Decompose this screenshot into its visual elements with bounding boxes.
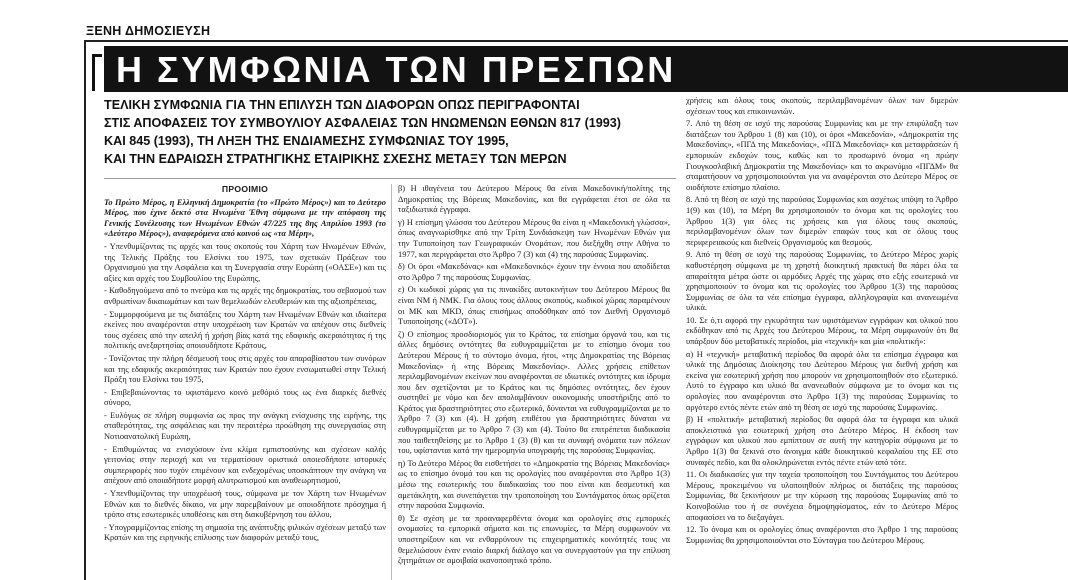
- recital-paragraph: - Τονίζοντας την πλήρη δέσμευσή τους στις αρχές του απαραβίαστου των συνόρων και της εδαφικής ακεραιότητας των Κρατών που έχουν ενσωματωθεί στην Τελική Πράξη του Ελσίνκι του 1975,: [104, 353, 386, 385]
- body-paragraph: χρήσεις και όλους τους σκοπούς, περιλαμβανομένων όλων των διμερών σχέσεων τους και επικοινωνιών.: [686, 96, 958, 116]
- text-column-2: [398, 184, 670, 580]
- column-heading: ΠΡΟΟΙΜΙΟ: [221, 184, 269, 194]
- recital-paragraph: - Υπογραμμίζοντας επίσης τη σημασία της ανάπτυξης φιλικών σχέσεων μεταξύ των Κρατών και της ειρηνικής επίλυσης των διαφορών μεταξύ τους,: [104, 522, 386, 543]
- body-paragraph: 9. Από τη θέση σε ισχύ της παρούσας Συμφωνίας, το Δεύτερο Μέρος χωρίς καθυστέρηση σύμφωνα με τη χρηστή διοικητική πρακτική θα πάρει όλα τα απαραίτητα μέτρα ώστε οι αρμόδιες Αρχές της χώρας στο εξής εσωτερικά να χρησιμοποιούν το όνομα και τις ορολογίες του Άρθρου 1(3) της παρούσας Συμφωνίας σε όλα τα νέα επίσημα έγγραφα, αλληλογραφία και ανανεωμένα υλικά.: [686, 250, 958, 313]
- body-paragraph: η) Το Δεύτερο Μέρος θα εισθετήσει το «Δημοκρατία της Βόρειας Μακεδονίας» ως το επίσημο όνομά του και τις ορολογίες που αναφέρονται στο Άρθρο 1(3) μέσω της εσωτερικής του διαδικασίας του που είναι και δεσμευτική και αμετάκλητη, και συνεπάγεται την τροποποίηση του Συντάγματος όπως ορίζεται στην παρούσα Συμφωνία.: [398, 458, 670, 511]
- subtitle-line: ΣΤΙΣ ΑΠΟΦΑΣΕΙΣ ΤΟΥ ΣΥΜΒΟΥΛΙΟΥ ΑΣΦΑΛΕΙΑΣ ΤΩΝ ΗΝΩΜΕΝΩΝ ΕΘΝΩΝ 817 (1993): [104, 116, 621, 130]
- column-divider: [391, 184, 392, 580]
- page-title: Η ΣΥΜΦΩΝΙΑ ΤΩΝ ΠΡΕΣΠΩΝ: [116, 49, 676, 90]
- side-rule: [84, 40, 86, 580]
- recital-paragraph: - Υπενθυμίζοντας τις αρχές και τους σκοπούς του Χάρτη των Ηνωμένων Εθνών, της Τελικής Πράξης του Ελσίνκι του 1975, των σχετικών Πράξεων του Οργανισμού για την Ασφάλεια και τη Συνεργασία στην Ευρώπη («ΟΑΣΕ») και τις αξίες και αρχές του Συμβουλίου της Ευρώπης,: [104, 241, 386, 283]
- top-rule: [84, 40, 1068, 42]
- body-paragraph: 7. Από τη θέση σε ισχύ της παρούσας Συμφωνίας και με την επιφύλαξη των διατάξεων του Άρθρου 1 (8) και (10), οι όροι «Μακεδονία», «Δημοκρατία της Μακεδονίας», «ΠΓΔ της Μακεδονίας», «ΠΓΔ Μακεδονίας» και μεταφράσεών ή εμπορικών εκδοχών τους, καθώς και το προσωρινό όνομα «η πρώην Γιουγκοσλαβική Δημοκρατία της Μακεδονίας» και το ακρωνύμιο «ΠΓΔΜ» θα σταματήσουν να χρησιμοποιούνται για να αναφέρονται στο Δεύτερο Μέρος σε οιοδήποτε επίσημο πλαίσιο.: [686, 119, 958, 192]
- text-column-1: [104, 184, 386, 580]
- body-paragraph: γ) Η επίσημη γλώσσα του Δεύτερου Μέρους θα είναι η «Μακεδονική γλώσσα», όπως αναγνωρίσθηκε από την Τρίτη Συνδιάσκεψη των Ηνωμένων Εθνών για την Τυποποίηση των Γεωγραφικών Ονομάτων, που διεξήχθη στην Αθήνα το 1977, και περιγράφεται στο Άρθρο 7 (3) και (4) της παρούσας Συμφωνίας.: [398, 217, 670, 259]
- subtitle-rule: [104, 178, 676, 179]
- body-paragraph: 10. Σε ό,τι αφορά την εγκυρότητα των υφιστάμενων εγγράφων και υλικού που εκδόθηκαν από τις Αρχές του Δεύτερου Μέρους, τα Μέρη συμφωνούν ότι θα υπάρξουν δύο μεταβατικές περίοδοι, μία «τεχνική» και μία «πολιτική»:: [686, 315, 958, 347]
- subtitle-line: ΤΕΛΙΚΗ ΣΥΜΦΩΝΙΑ ΓΙΑ ΤΗΝ ΕΠΙΛΥΣΗ ΤΩΝ ΔΙΑΦΟΡΩΝ ΟΠΩΣ ΠΕΡΙΓΡΑΦΟΝΤΑΙ: [104, 98, 580, 112]
- body-paragraph: ε) Οι κωδικοί χώρας για τις πινακίδες αυτοκινήτων του Δεύτερου Μέρους θα είναι NM ή NMK. Για όλους τους άλλους σκοπούς, κωδικοί χώρας παραμένουν οι MK και MKD, όπως επισήμως αποδόθηκαν από τον Διεθνή Οργανισμό Τυποποίησης («ΔΟΤ»).: [398, 285, 670, 327]
- recital-paragraph: - Επιθυμώντας να ενισχύσουν ένα κλίμα εμπιστοσύνης και σχέσεων καλής γειτονίας στην περιοχή και να τερματίσουν οριστικά οποιεσδήποτε ιστορικές συμπεριφορές που τυχόν επιμένουν και ενδεχομένως υποσκάπτουν την ανάγκη να απέχουν από οποιαδήποτε μορφή αλυτρωτισμού και αναθεωρητισμού,: [104, 444, 386, 486]
- body-paragraph: β) Η ιθαγένεια του Δεύτερου Μέρους θα είναι Μακεδονική/πολίτης της Δημοκρατίας της Βόρειας Μακεδονίας, και θα εγγράφεται έτσι σε όλα τα ταξιδιωτικά έγγραφα.: [398, 184, 670, 215]
- body-paragraph: 12. Το όνομα και οι ορολογίες όπως αναφέρονται στο Άρθρο 1 της παρούσας Συμφωνίας θα χρησιμοποιούνται στο Σύνταγμα του Δεύτερου Μέρους.: [686, 525, 958, 545]
- body-paragraph: α) Η «τεχνική» μεταβατική περίοδος θα αφορά όλα τα επίσημα έγγραφα και υλικά της Δημόσιας Διοίκησης του Δεύτερου Μέρους για διεθνή χρήση και εκείνα για εσωτερική χρήση που μπορούν να χρησιμοποιηθούν στο εξωτερικό. Αυτό το έγγραφο και υλικό θα ανανεωθούν σύμφωνα με το όνομα και τις ορολογίες που αναφέρονται στο Άρθρο 1(3) της παρούσας Συμφωνίας το αργότερο εντός πέντε ετών από τη θέση σε ισχύ της παρούσας Συμφωνίας.: [686, 349, 958, 412]
- recital-paragraph: - Επιβεβαιώνοντας το υφιστάμενο κοινό μεθόριό τους ως ένα διαρκές διεθνές σύνορο,: [104, 387, 386, 408]
- body-paragraph: ζ) Ο επίσημος προσδιορισμός για το Κράτος, τα επίσημα όργανά του, και τις άλλες δημόσιες οντότητες θα ευθυγραμμίζεται με το επίσημο όνομα του Δεύτερου Μέρους ή το σύντομο όνομα, ήτοι, «της Δημοκρατίας της Βόρειας Μακεδονίας» ή «της Βόρειας Μακεδονίας». Αλλες χρήσεις επίθετων περιλαμβανομένων εκείνων που αναφέρονται σε ιδιωτικές οντότητες και ίδρυμα που δεν σχετίζονται με το Κράτος και τις δημόσιες οντότητες, δεν έχουν συστηθεί με νόμο και δεν απολαμβάνουν οικονομικής υποστήριξης από το Κράτος για δραστηριότητες στο εξωτερικό, δύνανται να ευθυγραμμίζονται με το Άρθρο 7 (3) και (4). Η χρήση επιθέτου για δραστηριότητες δύναται να ευθυγραμμίζεται με το Άρθρο 7 (3) και (4). Τούτο θα επιτρέπεται διαδικασία που ταιθετηθείσης με το Άρθρο 1 (3) (θ) και τα συναφή ονόματα των πόλεων του, υφίστανται κατά την ημερομηνία υπογραφής της παρούσας Συμφωνίας.: [398, 329, 670, 456]
- recital-paragraph: - Ευλόγως σε πλήρη συμφωνία ως προς την ανάγκη ενίσχυσης της ειρήνης, της σταθερότητας, της ασφάλειας και την περαιτέρω προώθηση της συνεργασίας στη Νοτιοανατολική Ευρώπη,: [104, 410, 386, 442]
- recital-paragraph: - Συμμορφούμενα με τις διατάξεις του Χάρτη των Ηνωμένων Εθνών και ιδιαίτερα εκείνες που αναφέρονται στην υποχρέωση των Κρατών να απέχουν στις διεθνείς τους σχέσεις από την απειλή ή χρήση βίας κατά της εδαφικής ακεραιότητας ή της πολιτικής ανεξαρτησίας οποιουδήποτε Κράτους,: [104, 309, 386, 351]
- subtitle: [104, 96, 684, 168]
- intro-paragraph: Το Πρώτο Μέρος, η Ελληνική Δημοκρατία (το «Πρώτο Μέρος») και το Δεύτερο Μέρος, που έχινε δεκτό στα Ηνωμένα Έθνη σύμφωνα με την απόφαση της Γενικής Συνέλευσης των Ηνωμένων Εθνών 47/225 της 8ης Απριλίου 1993 (το «Δεύτερο Μέρος»), αναφερόμενα από κοινού ως «τα Μέρη»,: [104, 197, 386, 239]
- body-paragraph: β) Η «πολιτική» μεταβατική περίοδος θα αφορά όλα τα έγγραφα και υλικά αποκλειστικά για εσωτερική χρήση στο Δεύτερο Μέρος. Η έκδοση των εγγράφων και υλικού που εμπίπτουν σε αυτή την κατηγορία σύμφωνα με το Άρθρο 1(3) θα ξεκινά στο άνοιγμα κάθε διοικητικού κεφαλαίου της ΕΕ στο συναφές πεδίο, και θα ολοκληρώνεται εντός πέντε ετών από τότε.: [686, 415, 958, 467]
- recital-paragraph: - Υπενθυμίζοντας την υποχρέωσή τους, σύμφωνα με τον Χάρτη των Ηνωμένων Εθνών και το διεθνές δίκαιο, να μην παρεμβαίνουν με οποιοδήποτε πρόσχημα ή τρόπο στις εσωτερικές υποθέσεις και στη διακυβέρνηση του άλλου,: [104, 489, 386, 520]
- body-paragraph: θ) Σε σχέση με τα προαναφερθέντα όνομα και ορολογίες στις εμπορικές ονομασίες τα εμπορικά σήματα και τις επωνυμίες, τα Μέρη συμφωνούν να υποστηρίξουν και να ενθαρρύνουν τις επιχειρηματικές κοινότητές τους να θεμελιώσουν έναν ενιαίο διαρκή διάλογο και να συνεργαστούν για την επίλυση ζητημάτων σε αμοιβαία ικανοποιητικό τρόπο.: [398, 513, 670, 566]
- recital-paragraph: - Καθοδηγούμενα από το πνεύμα και τις αρχές της δημοκρατίας, του σεβασμού των ανθρωπίνων δικαιωμάτων και των θεμελιωδών ελευθεριών και της αξιοπρέπειας,: [104, 286, 386, 306]
- body-paragraph: 11. Οι διαδικασίες για την ταχεία τροποποίηση του Συντάγματος του Δεύτερου Μέρους, προκειμένου να υλοποιηθούν πλήρως οι διατάξεις της παρούσας Συμφωνίας, θα ξεκινήσουν με την κύρωση της παρούσας Συμφωνίας από το Κοινοβούλιο του ή σε συνέχεια δημοψηφίσματος, εάν το Δεύτερο Μέρος αποφασίσει να το διεξαγάγει.: [686, 470, 958, 522]
- body-paragraph: δ) Οι όροι «Μακεδόνας» και «Μακεδονικός» έχουν την έννοια που αποδίδεται στο Άρθρο 7 της παρούσας Συμφωνίας.: [398, 262, 670, 282]
- subtitle-line: ΚΑΙ 845 (1993), ΤΗ ΛΗΞΗ ΤΗΣ ΕΝΔΙΑΜΕΣΗΣ ΣΥΜΦΩΝΙΑΣ ΤΟΥ 1995,: [104, 134, 509, 148]
- title-bracket-mark: [92, 54, 102, 91]
- section-label: ΞΕΝΗ ΔΗΜΟΣΙΕΥΣΗ: [86, 24, 211, 38]
- text-column-3: [686, 96, 958, 580]
- body-paragraph: 8. Από τη θέση σε ισχύ της παρούσας Συμφωνίας και ασχέτως υπόψη το Άρθρο 1(9) και (10), τα Μέρη θα χρησιμοποιούν το όνομα και τις ορολογίες του Άρθρου 1(3) για όλες τις χρήσεις και για όλους τους σκοπούς, περιλαμβανομένων όλων των διμερών επαφών τους και σε όλους τους περιφερειακούς και διεθνείς Οργανισμούς και θεσμούς.: [686, 195, 958, 247]
- subtitle-line: ΚΑΙ ΤΗΝ ΕΔΡΑΙΩΣΗ ΣΤΡΑΤΗΓΙΚΗΣ ΕΤΑΙΡΙΚΗΣ ΣΧΕΣΗΣ ΜΕΤΑΞΥ ΤΩΝ ΜΕΡΩΝ: [104, 152, 567, 166]
